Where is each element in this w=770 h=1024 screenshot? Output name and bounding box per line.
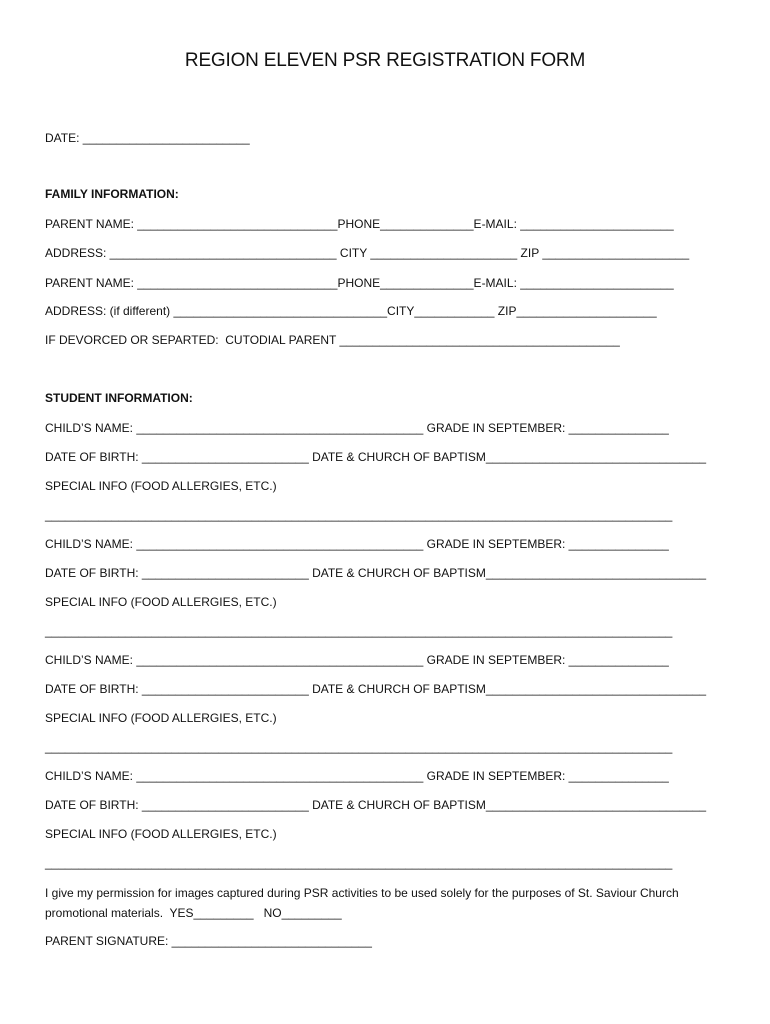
- date-field[interactable]: DATE: _________________________: [45, 131, 250, 145]
- form-title: REGION ELEVEN PSR REGISTRATION FORM: [184, 50, 586, 71]
- parent-signature-field[interactable]: PARENT SIGNATURE: ______________________________: [45, 934, 372, 948]
- child-2-name-grade-field[interactable]: CHILD’S NAME: ___________________________________________ GRADE IN SEPTEMBER: _______________: [45, 537, 669, 551]
- child-2-special-info-label: SPECIAL INFO (FOOD ALLERGIES, ETC.): [45, 595, 277, 609]
- photo-permission-statement: I give my permission for images captured during PSR activities to be used solely for the purposes of St. Saviour Church: [45, 886, 679, 900]
- child-1-name-grade-field[interactable]: CHILD’S NAME: ___________________________________________ GRADE IN SEPTEMBER: _______________: [45, 421, 669, 435]
- photo-permission-yes-no-field[interactable]: promotional materials. YES_________ NO_________: [45, 906, 342, 920]
- student-information-heading: STUDENT INFORMATION:: [45, 391, 193, 405]
- child-4-special-info-label: SPECIAL INFO (FOOD ALLERGIES, ETC.): [45, 827, 277, 841]
- child-2-special-info-field[interactable]: ______________________________________________________________________________________________: [45, 624, 673, 638]
- family-information-heading: FAMILY INFORMATION:: [45, 187, 179, 201]
- child-4-name-grade-field[interactable]: CHILD’S NAME: ___________________________________________ GRADE IN SEPTEMBER: _______________: [45, 769, 669, 783]
- child-1-dob-baptism-field[interactable]: DATE OF BIRTH: _________________________ DATE & CHURCH OF BAPTISM_________________________________: [45, 450, 707, 464]
- child-4-dob-baptism-field[interactable]: DATE OF BIRTH: _________________________ DATE & CHURCH OF BAPTISM_________________________________: [45, 798, 707, 812]
- parent-2-name-phone-email-field[interactable]: PARENT NAME: ______________________________PHONE______________E-MAIL: _______________________: [45, 276, 674, 290]
- parent-1-name-phone-email-field[interactable]: PARENT NAME: ______________________________PHONE______________E-MAIL: _______________________: [45, 217, 674, 231]
- child-3-name-grade-field[interactable]: CHILD’S NAME: ___________________________________________ GRADE IN SEPTEMBER: _______________: [45, 653, 669, 667]
- child-2-dob-baptism-field[interactable]: DATE OF BIRTH: _________________________ DATE & CHURCH OF BAPTISM_________________________________: [45, 566, 707, 580]
- address-2-city-zip-field[interactable]: ADDRESS: (if different) ________________________________CITY____________ ZIP_____________________: [45, 304, 657, 318]
- child-1-special-info-label: SPECIAL INFO (FOOD ALLERGIES, ETC.): [45, 479, 277, 493]
- child-4-special-info-field[interactable]: ______________________________________________________________________________________________: [45, 856, 673, 870]
- child-3-special-info-field[interactable]: ______________________________________________________________________________________________: [45, 740, 673, 754]
- child-3-dob-baptism-field[interactable]: DATE OF BIRTH: _________________________ DATE & CHURCH OF BAPTISM_________________________________: [45, 682, 707, 696]
- address-1-city-zip-field[interactable]: ADDRESS: __________________________________ CITY ______________________ ZIP ______________________: [45, 246, 690, 260]
- custodial-parent-field[interactable]: IF DEVORCED OR SEPARTED: CUTODIAL PARENT __________________________________________: [45, 333, 620, 347]
- child-3-special-info-label: SPECIAL INFO (FOOD ALLERGIES, ETC.): [45, 711, 277, 725]
- child-1-special-info-field[interactable]: ______________________________________________________________________________________________: [45, 508, 673, 522]
